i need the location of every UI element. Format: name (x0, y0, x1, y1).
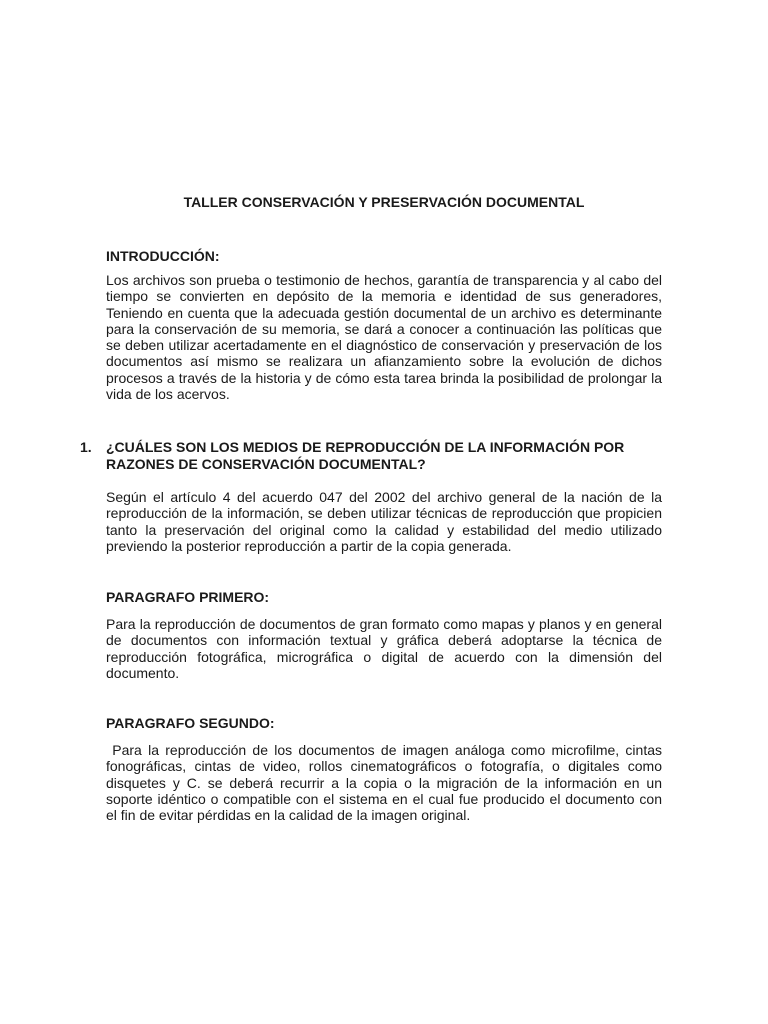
introduction-paragraph: Los archivos son prueba o testimonio de hechos, garantía de transparencia y al cabo del tiempo se convierten en depósito de la memoria e identidad de sus generadores, Teniendo en cuenta que la adecuada gestión documental de un archivo es determinante para la conservación de su memoria, se dará a conocer a continuación las políticas que se deben utilizar acertadamente en el diagnóstico de conservación y preservación de los documentos así mismo se realizara un afianzamiento sobre la evolución de dichos procesos a través de la historia y de cómo esta tarea brinda la posibilidad de prolongar la vida de los acervos. (106, 272, 662, 403)
introduction-heading: INTRODUCCIÓN: (106, 248, 220, 264)
paragrafo-segundo-paragraph: Para la reproducción de los documentos de imagen análoga como microfilme, cintas fonográficas, cintas de video, rollos cinematográficos o fotografía, o digitales como disquetes y C. se deberá recurrir a la copia o la migración de la información en un soporte idéntico o compatible con el sistema en el cual fue producido el documento con el fin de evitar pérdidas en la calidad de la imagen original. (106, 742, 666, 824)
introduction-section (106, 247, 662, 402)
question-1-answer-section (106, 489, 662, 554)
paragrafo-primero-paragraph: Para la reproducción de documentos de gran formato como mapas y planos y en general de documentos con información textual y gráfica deberá adoptarse la técnica de reproducción fotográfica, micrográfica o digital de acuerdo con la dimensión del documento. (106, 616, 662, 681)
document-title: TALLER CONSERVACIÓN Y PRESERVACIÓN DOCUMENTAL (183, 194, 585, 210)
paragrafo-primero-heading: PARAGRAFO PRIMERO: (106, 589, 270, 605)
question-number: 1. (80, 439, 92, 455)
paragrafo-primero-section (106, 588, 662, 681)
question-1 (80, 439, 662, 473)
question-text: ¿CUÁLES SON LOS MEDIOS DE REPRODUCCIÓN DE LA INFORMACIÓN POR RAZONES DE CONSERVACIÓN DOCUMENTAL? (106, 439, 625, 472)
paragrafo-segundo-section (106, 714, 666, 824)
question-1-answer: Según el artículo 4 del acuerdo 047 del 2002 del archivo general de la nación de la reproducción de la información, se deben utilizar técnicas de reproducción que propicien tanto la preservación del original como la calidad y estabilidad del medio utilizado previendo la posterior reproducción a partir de la copia generada. (106, 489, 662, 554)
paragrafo-segundo-heading: PARAGRAFO SEGUNDO: (106, 715, 275, 731)
